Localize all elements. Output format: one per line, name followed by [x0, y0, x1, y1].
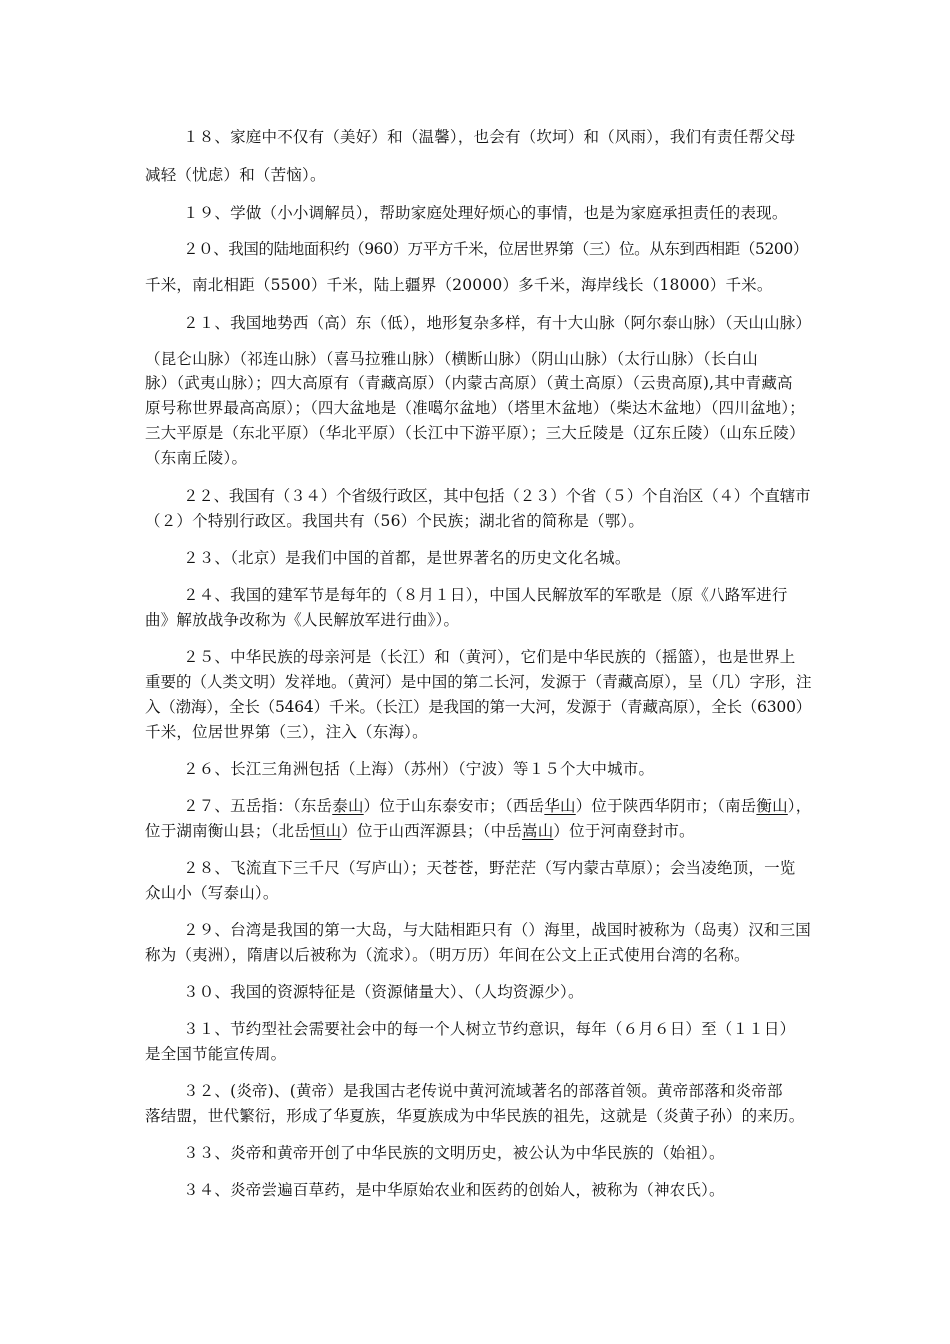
item-21-line-6: （东南丘陵）。 — [145, 449, 248, 467]
item-20-line-1: ２０、我国的陆地面积约（960）万平方千米，位居世界第（三）位。从东到西相距（5200） — [183, 240, 808, 258]
underlined-mountain: 嵩山 — [522, 822, 554, 840]
item-18-line-1: １８、家庭中不仅有（美好）和（温馨），也会有（坎坷）和（风雨），我们有责任帮父母 — [183, 128, 796, 146]
underlined-mountain: 泰山 — [332, 797, 364, 815]
item-18-line-2: 减轻（忧虑）和（苦恼）。 — [145, 166, 326, 184]
item-24-line-2: 曲》解放战争改称为《人民解放军进行曲》）。 — [145, 611, 460, 629]
item-20-line-2: 千米，南北相距（5500）千米，陆上疆界（20000）多千米，海岸线长（18000）千米。 — [145, 276, 773, 294]
item-26-line-1: ２６、长江三角洲包括（上海）（苏州）（宁波）等１５个大中城市。 — [183, 760, 655, 778]
item-25-line-2: 重要的（人类文明）发祥地。（黄河）是中国的第二长河，发源于（青藏高原），呈（几）字形，注 — [145, 673, 812, 691]
item-23-line-1: ２３、（北京）是我们中国的首都，是世界著名的历史文化名城。 — [183, 549, 631, 567]
item-21-line-5: 三大平原是（东北平原）（华北平原）（长江中下游平原）；三大丘陵是（辽东丘陵）（山东丘陵） — [145, 424, 805, 442]
text: ）位于河南登封市。 — [553, 822, 695, 840]
item-33-line-1: ３３、炎帝和黄帝开创了中华民族的文明历史，被公认为中华民族的（始祖）。 — [183, 1144, 725, 1162]
item-28-line-2: 众山小（写泰山）。 — [145, 884, 279, 902]
item-28-line-1: ２８、飞流直下三千尺（写庐山）；天苍苍，野茫茫（写内蒙古草原）；会当凌绝顶，一览 — [183, 859, 796, 877]
item-25-line-4: 千米，位居世界第（三），注入（东海）。 — [145, 723, 428, 741]
underlined-mountain: 华山 — [544, 797, 576, 815]
item-29-line-1: ２９、台湾是我国的第一大岛，与大陆相距只有（）海里，战国时被称为（岛夷）汉和三国 — [183, 921, 812, 939]
text: 位于湖南衡山县；（北岳 — [145, 822, 310, 840]
item-21-line-1: ２１、我国地势西（高）东（低），地形复杂多样，有十大山脉（阿尔泰山脉）（天山山脉） — [183, 314, 812, 332]
item-22-line-1: ２２、我国有（３４）个省级行政区，其中包括（２３）个省（５）个自治区（４）个直辖市 — [183, 487, 811, 505]
text: ）， — [787, 797, 812, 815]
item-19-line-1: １９、学做（小小调解员），帮助家庭处理好烦心的事情，也是为家庭承担责任的表现。 — [183, 204, 788, 222]
item-34-line-1: ３４、炎帝尝遍百草药，是中华原始农业和医药的创始人，被称为（神农氏）。 — [183, 1181, 725, 1199]
item-24-line-1: ２４、我国的建军节是每年的（８月１日），中国人民解放军的军歌是（原《八路军进行 — [183, 586, 788, 604]
underlined-mountain: 衡山 — [756, 797, 788, 815]
item-29-line-2: 称为（夷洲），隋唐以后被称为（流求）。（明万历）年间在公文上正式使用台湾的名称。 — [145, 946, 750, 964]
text: ２７、五岳指：（东岳 — [183, 797, 333, 815]
item-27-line-2 — [145, 821, 815, 841]
item-21-line-3: 脉）（武夷山脉）；四大高原有（青藏高原）（内蒙古高原）（黄土高原）（云贵高原),其中青藏高 — [145, 374, 793, 392]
text: ）位于山西浑源县；（中岳 — [341, 822, 523, 840]
item-27-line-1 — [183, 796, 815, 816]
item-30-line-1: ３０、我国的资源特征是（资源储量大）、（人均资源少）。 — [183, 983, 584, 1001]
item-25-line-1: ２５、中华民族的母亲河是（长江）和（黄河），它们是中华民族的（摇篮），也是世界上 — [183, 648, 796, 666]
underlined-mountain: 恒山 — [309, 822, 342, 840]
text: ）位于山东泰安市；（西岳 — [363, 797, 545, 815]
text: ）位于陕西华阴市；（南岳 — [575, 797, 757, 815]
item-25-line-3: 入（渤海），全长（5464）千米。（长江）是我国的第一大河，发源于（青藏高原），全长（6300） — [145, 698, 812, 716]
item-32-line-1: ３２、(炎帝)、(黄帝）是我国古老传说中黄河流域著名的部落首领。黄帝部落和炎帝部 — [183, 1082, 783, 1100]
item-31-line-2: 是全国节能宣传周。 — [145, 1045, 287, 1063]
item-21-line-4: 原号称世界最高高原）；（四大盆地是（准噶尔盆地）（塔里木盆地）（柴达木盆地）（四川盆地）； — [145, 399, 806, 417]
item-32-line-2: 落结盟，世代繁衍，形成了华夏族，华夏族成为中华民族的祖先，这就是（炎黄子孙）的来历。 — [145, 1107, 805, 1125]
item-21-line-2: （昆仑山脉）（祁连山脉）（喜马拉雅山脉）（横断山脉）（阴山山脉）（太行山脉）（长白山 — [145, 350, 758, 368]
item-31-line-1: ３１、节约型社会需要社会中的每一个人树立节约意识，每年（６月６日）至（１１日） — [183, 1020, 796, 1038]
item-22-line-2: （２）个特别行政区。我国共有（56）个民族；湖北省的简称是（鄂）。 — [145, 512, 645, 530]
